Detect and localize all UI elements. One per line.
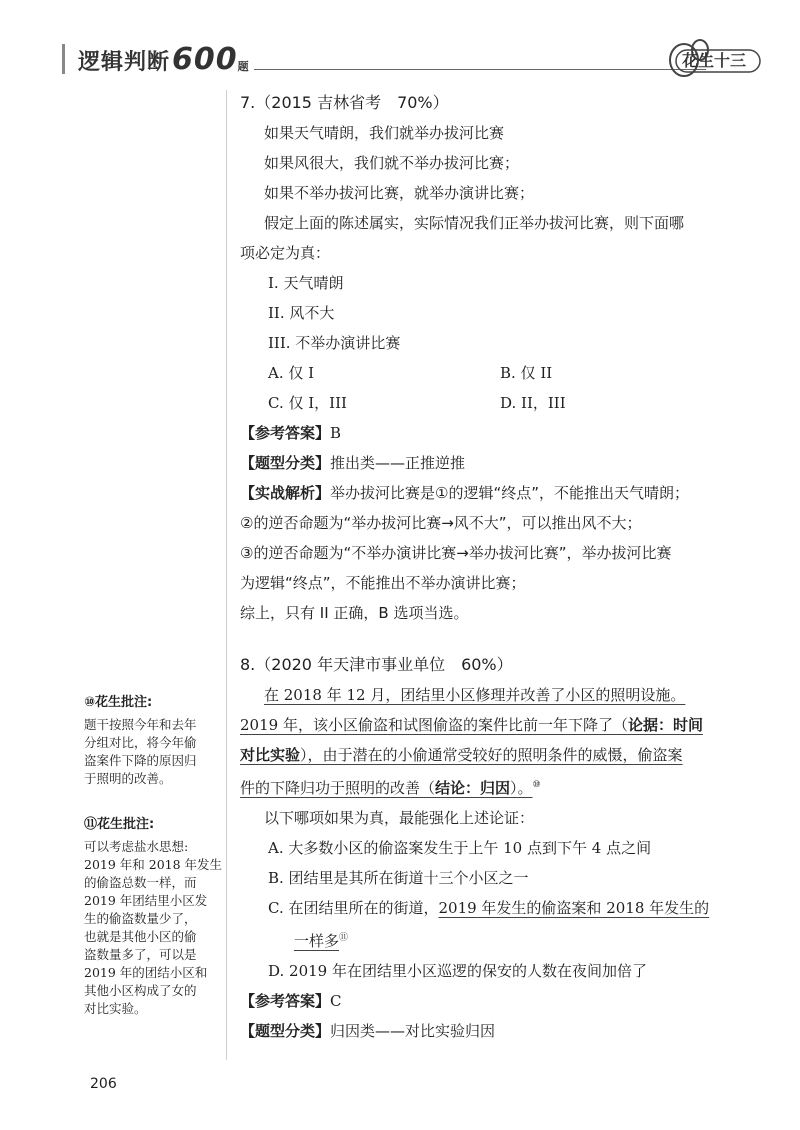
side-note-11-line: 也就是其他小区的偷 — [84, 929, 197, 944]
q7-type-value: 推出类——正推逆推 — [330, 454, 466, 472]
side-note-10-line: 题干按照今年和去年 — [84, 717, 197, 732]
margin-divider — [226, 90, 227, 1060]
book-title — [78, 42, 250, 77]
question-8 — [240, 650, 760, 1046]
brand-text: 花生十三 — [682, 51, 747, 70]
side-note-11-line: 2019 年团结里小区发 — [84, 893, 208, 908]
book-title-text: 逻辑判断 — [78, 50, 171, 75]
side-note-11-line: 其他小区构成了女的 — [84, 983, 197, 998]
side-note-11-line: 可以考虑盐水思想: — [84, 839, 189, 854]
q8-answer — [240, 986, 760, 1016]
q8-type-tag: 【题型分类】 — [240, 1022, 331, 1040]
q7-premise-2: 如果风很大，我们就不举办拔河比赛； — [264, 154, 520, 172]
q7-statement-2: II. 风不大 — [268, 304, 335, 322]
q7-analysis-1 — [240, 478, 760, 508]
q8-stem-line-3 — [240, 740, 760, 770]
side-note-10-line: 分组对比，将今年偷 — [84, 735, 197, 750]
q8-footnote-ref-10: ⑩ — [532, 780, 541, 790]
q7-type — [240, 448, 760, 478]
side-note-11-line: 2019 年和 2018 年发生 — [84, 857, 223, 872]
q8-stem-line-1 — [240, 680, 760, 710]
question-7 — [240, 88, 760, 628]
side-note-11-title: ⑪花生批注: — [84, 817, 155, 832]
question-8-source: （2020 年天津市事业单位 60%） — [255, 655, 513, 674]
side-note-11-line: 2019 年的团结小区和 — [84, 965, 208, 980]
q8-option-c-line-2 — [240, 923, 760, 956]
q7-statement-3: III. 不举办演讲比赛 — [268, 334, 401, 352]
q8-option-c-line-1 — [240, 893, 760, 923]
q8-footnote-ref-11: ⑪ — [339, 933, 349, 943]
question-7-number: 7. — [240, 93, 256, 112]
brand-logo — [654, 36, 764, 80]
q7-type-tag: 【题型分类】 — [240, 454, 331, 472]
q8-option-b: B. 团结里是其所在街道十三个小区之一 — [268, 869, 529, 887]
q7-premise-1: 如果天气晴朗，我们就举办拔河比赛 — [264, 124, 505, 142]
q8-type — [240, 1016, 760, 1046]
q7-answer-tag: 【参考答案】 — [240, 424, 331, 442]
q7-option-a: A. 仅 I — [268, 364, 315, 382]
q7-statement-1: I. 天气晴朗 — [268, 274, 344, 292]
q7-answer — [240, 418, 760, 448]
side-note-11-line: 盗数量多了，可以是 — [84, 947, 197, 962]
q8-stem-text-1: 在 2018 年 12 月，团结里小区修理并改善了小区的照明设施。 — [264, 686, 686, 704]
q8-option-a: A. 大多数小区的偷盗案发生于上午 10 点到下午 4 点之间 — [268, 839, 652, 857]
q7-question-line-1: 假定上面的陈述属实，实际情况我们正举办拔河比赛，则下面哪 — [264, 214, 685, 232]
q7-analysis-3: ③的逆否命题为“不举办演讲比赛→举办拔河比赛”，举办拔河比赛 — [240, 544, 672, 562]
q8-stem-text-4a: 件的下降归功于照明的改善（ — [240, 779, 436, 797]
q8-option-d: D. 2019 年在团结里小区巡逻的保安的人数在夜间加倍了 — [268, 962, 647, 980]
header-left-bar — [62, 44, 65, 74]
q7-options-row-1 — [240, 358, 760, 388]
page-header — [62, 36, 762, 80]
page-number: 206 — [90, 1076, 117, 1092]
side-note-11-line: 的偷盗总数一样，而 — [84, 875, 197, 890]
q8-stem-line-4 — [240, 770, 760, 803]
side-note-10-line: 盗案件下降的原因归 — [84, 753, 197, 768]
q8-answer-tag: 【参考答案】 — [240, 992, 331, 1010]
q8-stem-line-2 — [240, 710, 760, 740]
side-note-11-line: 对比实验。 — [84, 1001, 147, 1016]
header-rule — [254, 69, 706, 70]
q8-stem-text-3: ），由于潜在的小偷通常受较好的照明条件的威慑，偷盗案 — [300, 746, 683, 764]
q8-option-c-highlight: 2019 年发生的偷盗案和 2018 年发生的 — [438, 899, 710, 917]
q7-options-row-2 — [240, 388, 760, 418]
side-note-10-line: 于照明的改善。 — [84, 771, 172, 786]
q8-stem-text-4c: ）。 — [510, 779, 533, 797]
side-note-10-title: ⑩花生批注: — [84, 695, 153, 710]
q7-analysis-tag: 【实战解析】 — [240, 484, 331, 502]
side-note-11-line: 生的偷盗数量少了， — [84, 911, 197, 926]
question-7-source: （2015 吉林省考 70%） — [255, 93, 449, 112]
q7-option-d: D. II，III — [500, 394, 566, 412]
side-note-10 — [84, 694, 216, 788]
q8-stem-text-2a: 2019 年，该小区偷盗和试图偷盗的案件比前一年下降了（ — [240, 716, 628, 734]
q8-answer-value: C — [330, 992, 342, 1010]
q8-note-conclusion: 结论：归因 — [435, 779, 511, 797]
q8-option-c-text-2: 一样多 — [294, 932, 340, 950]
q7-analysis-2: ②的逆否命题为“举办拔河比赛→风不大”，可以推出风不大； — [240, 514, 642, 532]
q7-analysis-5: 综上，只有 II 正确，B 选项当选。 — [240, 604, 469, 622]
q8-option-c-text-1: C. 在团结里所在的街道， — [268, 899, 439, 917]
q8-question: 以下哪项如果为真，最能强化上述论证： — [264, 809, 535, 827]
q7-answer-value: B — [330, 424, 342, 442]
book-title-suffix: 题 — [237, 60, 250, 73]
q8-note-evidence-1: 论据：时间 — [627, 716, 703, 734]
q7-analysis-4: 为逻辑“终点”，不能推出不举办演讲比赛； — [240, 574, 526, 592]
book-title-number: 600 — [172, 42, 238, 77]
q7-premise-3: 如果不举办拔河比赛，就举办演讲比赛； — [264, 184, 535, 202]
q7-option-c: C. 仅 I，III — [268, 394, 347, 412]
side-note-11 — [84, 816, 223, 1018]
q8-type-value: 归因类——对比实验归因 — [330, 1022, 496, 1040]
q7-question-line-2: 项必定为真： — [240, 244, 331, 262]
q7-analysis-text-1: 举办拔河比赛是①的逻辑“终点”，不能推出天气晴朗； — [330, 484, 690, 502]
question-8-number: 8. — [240, 655, 256, 674]
q8-note-evidence-2: 对比实验 — [240, 746, 301, 764]
q7-option-b: B. 仅 II — [500, 364, 553, 382]
